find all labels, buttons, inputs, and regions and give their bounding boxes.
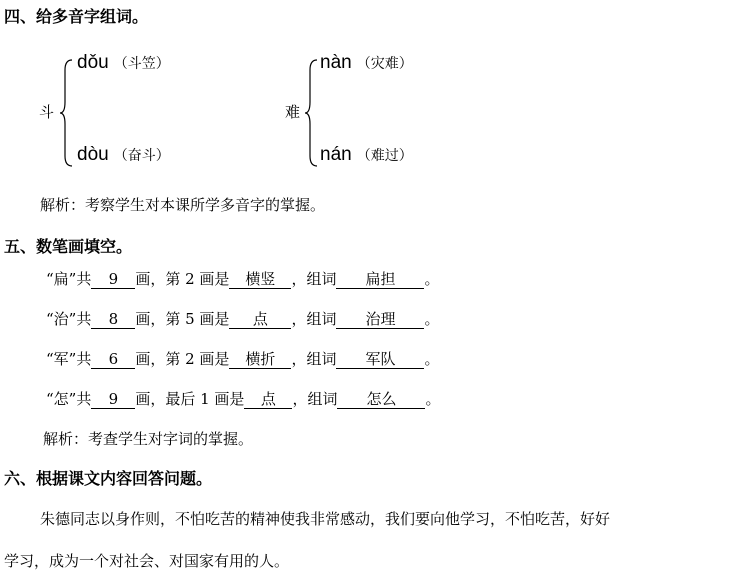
row-end: 。 — [425, 390, 441, 408]
stroke-count-blank: 9 — [91, 390, 135, 409]
word-blank: 治理 — [336, 310, 424, 329]
answer-line-2: 学习，成为一个对社会、对国家有用的人。 — [4, 552, 290, 570]
pinyin-entry-2b — [320, 144, 413, 166]
pinyin: nàn — [320, 52, 352, 73]
row-end: 。 — [424, 270, 440, 288]
section-6-heading: 六、根据课文内容回答问题。 — [4, 469, 213, 488]
section-5-heading: 五、数笔画填空。 — [4, 237, 133, 256]
pinyin: nán — [320, 144, 352, 165]
row-char: “扁”共 — [46, 270, 92, 288]
row-zuci: ，组词 — [291, 270, 337, 288]
answer-line-1: 朱德同志以身作则，不怕吃苦的精神使我非常感动，我们要向他学习，不怕吃苦，好好 — [40, 510, 611, 528]
left-brace-1 — [58, 58, 74, 168]
stroke-name-blank: 点 — [244, 390, 292, 409]
stroke-name-blank: 点 — [229, 310, 291, 329]
stroke-count-blank: 8 — [91, 310, 135, 329]
row-zuci: ，组词 — [291, 350, 337, 368]
pinyin-entry-1b — [77, 144, 170, 166]
fill-row-2 — [46, 308, 439, 329]
stroke-count-blank: 9 — [91, 270, 135, 289]
fill-row-3 — [46, 348, 439, 369]
fill-row-1 — [46, 268, 439, 289]
left-brace-2 — [303, 58, 319, 168]
row-char: “军”共 — [46, 350, 92, 368]
row-mid: 画，最后 1 画是 — [135, 390, 245, 408]
stroke-count-blank: 6 — [91, 350, 135, 369]
word-blank: 怎么 — [337, 390, 425, 409]
word-blank: 扁担 — [336, 270, 424, 289]
fill-row-4 — [46, 388, 440, 409]
pinyin-entry-1a — [77, 52, 170, 74]
pinyin: dòu — [77, 144, 109, 165]
section-5-analysis: 解析：考查学生对字词的掌握。 — [43, 430, 254, 448]
stroke-name-blank: 横折 — [229, 350, 291, 369]
pinyin: dǒu — [77, 52, 109, 73]
word: （奋斗） — [113, 148, 170, 164]
row-zuci: ，组词 — [292, 390, 338, 408]
row-mid: 画，第 5 画是 — [135, 310, 230, 328]
word: （灾难） — [356, 56, 413, 72]
section-4-heading: 四、给多音字组词。 — [4, 7, 149, 26]
row-mid: 画，第 2 画是 — [135, 350, 230, 368]
stroke-name-blank: 横竖 — [229, 270, 291, 289]
row-end: 。 — [424, 350, 440, 368]
row-end: 。 — [424, 310, 440, 328]
section-4-analysis: 解析：考察学生对本课所学多音字的掌握。 — [40, 196, 326, 214]
row-char: “怎”共 — [46, 390, 92, 408]
pinyin-entry-2a — [320, 52, 413, 74]
word: （斗笠） — [113, 56, 170, 72]
polyphone-char-2: 难 — [285, 103, 301, 121]
word: （难过） — [356, 148, 413, 164]
row-char: “治”共 — [46, 310, 92, 328]
polyphone-char-1: 斗 — [39, 103, 55, 121]
row-zuci: ，组词 — [291, 310, 337, 328]
row-mid: 画，第 2 画是 — [135, 270, 230, 288]
word-blank: 军队 — [336, 350, 424, 369]
